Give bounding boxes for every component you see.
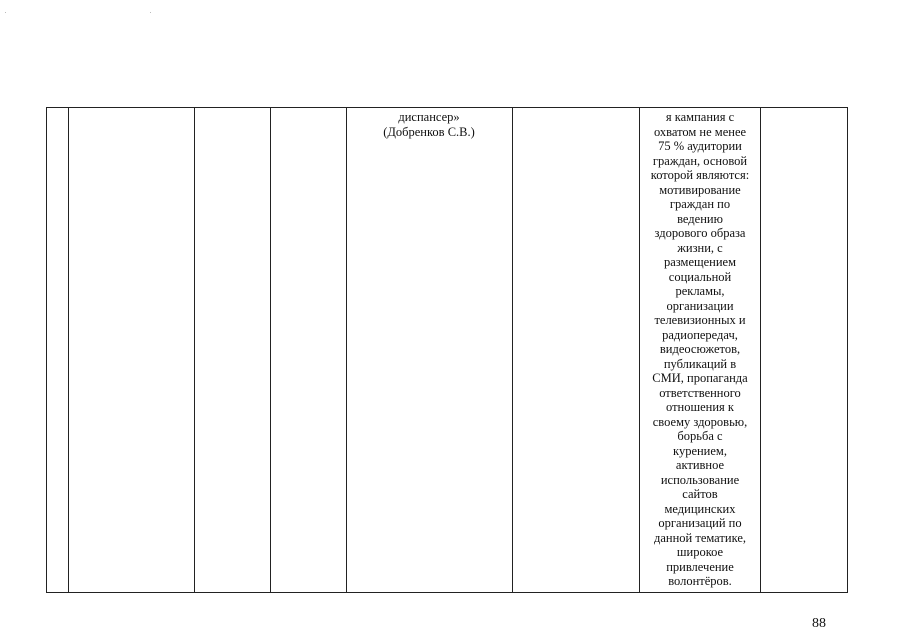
cell-text-line: граждан, основой (652, 153, 748, 168)
cell-text-line: использование (660, 472, 740, 487)
column-divider (270, 108, 271, 592)
cell-text-line: телевизионных и (654, 313, 746, 327)
data-table (46, 107, 848, 593)
cell-text-line: СМИ, пропаганда (652, 371, 748, 385)
column-divider (194, 108, 195, 592)
cell-text-line: данной тематике, (654, 530, 746, 545)
cell-text-line: медицинских (664, 501, 736, 516)
column-divider (346, 108, 347, 592)
cell-text-line: мотивирование (659, 182, 741, 197)
cell-text-line: организации (666, 298, 734, 313)
cell-text-line: которой являются: (650, 168, 750, 182)
cell-text-line: диспансер» (398, 110, 460, 124)
scan-speck (5, 12, 6, 13)
cell-text-line: социальной (668, 269, 732, 284)
cell-text-line: своему здоровью, (652, 414, 748, 429)
cell-text-line: размещением (663, 255, 737, 269)
cell-text-line: борьба с (677, 429, 723, 443)
cell-text-line: широкое (676, 545, 724, 559)
cell-text-line: здорового образа (654, 226, 746, 240)
cell-text-line: я кампания с (665, 110, 735, 124)
cell-text-line: видеосюжетов, (659, 342, 741, 356)
cell-text-line: отношения к (666, 400, 734, 414)
column-divider (68, 108, 69, 592)
scan-speck (150, 12, 151, 13)
table-cell-result-description (640, 110, 760, 589)
cell-text-line: волонтёров. (668, 574, 732, 588)
cell-text-line: охватом не менее (653, 124, 747, 139)
cell-text-line: сайтов (682, 487, 718, 501)
cell-text-line: ответственного (659, 385, 741, 400)
cell-text-line: жизни, с (677, 240, 723, 255)
cell-text-line: граждан по (669, 197, 731, 211)
cell-text-line: привлечение (666, 559, 734, 574)
cell-text-line: радиопередач, (662, 327, 738, 342)
column-divider (512, 108, 513, 592)
cell-text-line: курением, (673, 443, 727, 458)
cell-text-line: организаций по (658, 516, 742, 530)
column-divider (760, 108, 761, 592)
cell-text-line: ведению (677, 211, 723, 226)
cell-text-line: публикаций в (663, 356, 737, 371)
page-number: 88 (812, 616, 826, 631)
table-cell-responsible (347, 110, 511, 139)
cell-text-line: рекламы, (675, 284, 725, 298)
cell-text-line: (Добренков С.В.) (383, 124, 475, 139)
cell-text-line: активное (675, 458, 725, 472)
cell-text-line: 75 % аудитории (658, 139, 742, 153)
